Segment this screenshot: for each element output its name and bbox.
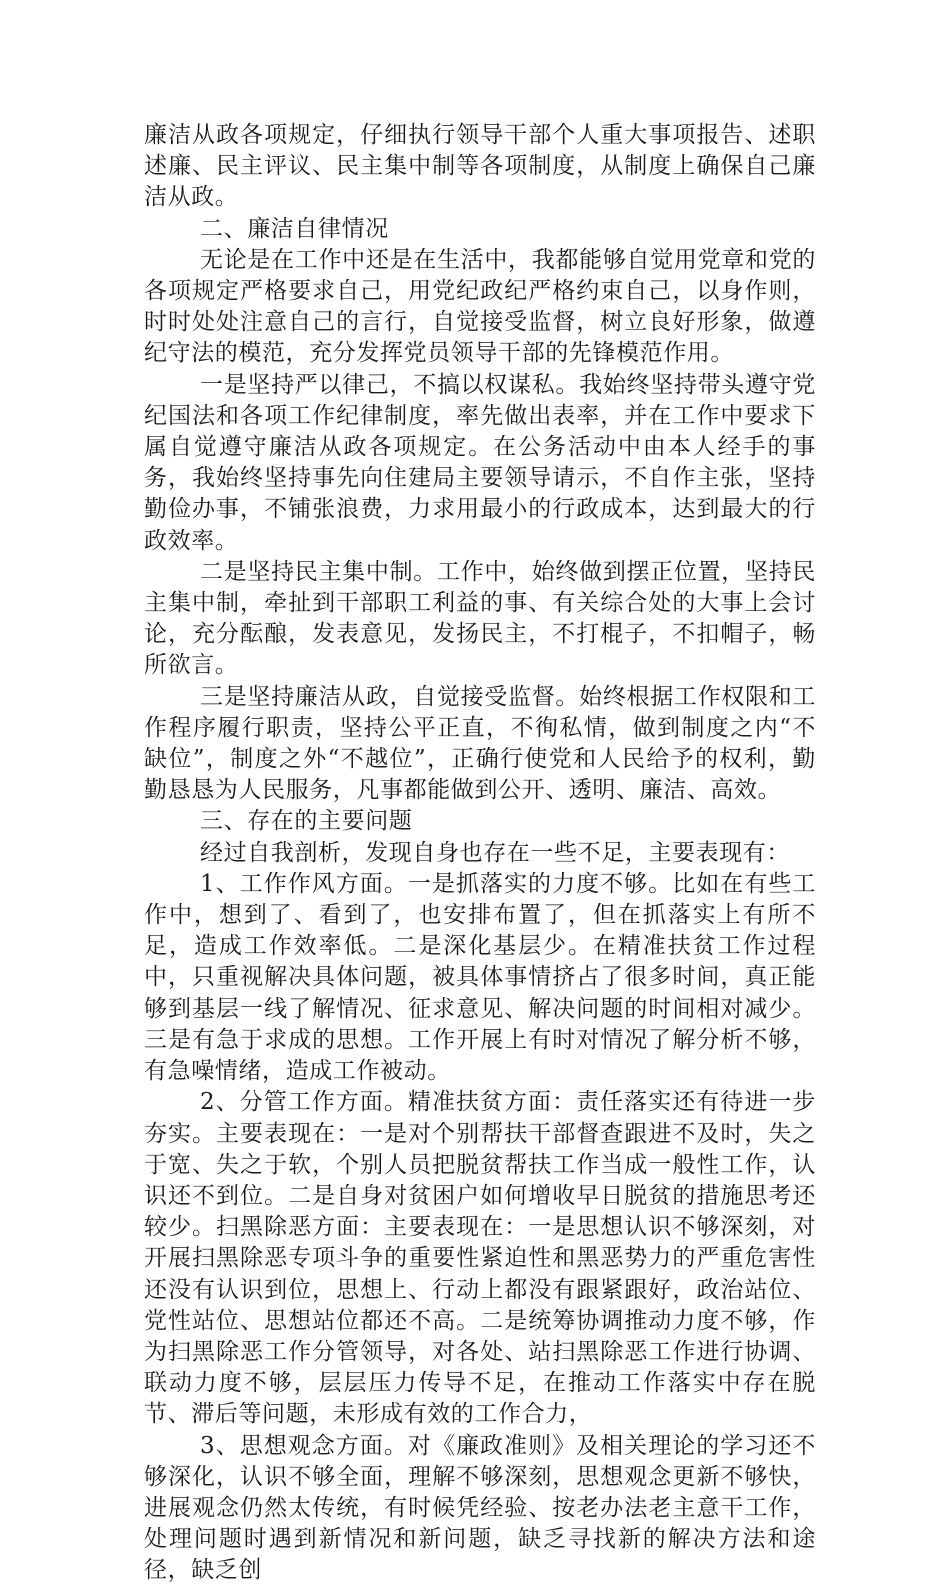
section-heading-main-problems: 三、存在的主要问题 — [200, 808, 413, 835]
paragraph-clean-governance: 三是坚持廉洁从政，自觉接受监督。始终根据工作权限和工作程序履行职责，坚持公平正直，不徇私情，做到制度之内“不缺位”，制度之外“不越位”，正确行使党和人民给予的权利，勤勤恳恳为人民服务，凡事都能做到公开、透明、廉洁、高效。 — [144, 683, 816, 804]
paragraph-strict-self-discipline: 一是坚持严以律己，不搞以权谋私。我始终坚持带头遵守党纪国法和各项工作纪律制度，率先做出表率，并在工作中要求下属自觉遵守廉洁从政各项规定。在公务活动中由本人经手的事务，我始终坚持事先向住建局主要领导请示，不自作主张，坚持勤俭办事，不铺张浪费，力求用最小的行政成本，达到最大的行政效率。 — [144, 371, 816, 554]
paragraph-democratic-centralism: 二是坚持民主集中制。工作中，始终做到摆正位置，坚持民主集中制，牵扯到干部职工利益的事、有关综合处的大事上会讨论，充分酝酿，发表意见，发扬民主，不打棍子，不扣帽子，畅所欲言。 — [144, 558, 816, 679]
paragraph-ideology: 3、思想观念方面。对《廉政准则》及相关理论的学习还不够深化，认识不够全面，理解不够深刻，思想观念更新不够快，进展观念仍然太传统，有时候凭经验、按老办法老主意干工作，处理问题时遇到新情况和新问题，缺乏寻找新的解决方法和途径，缺乏创 — [144, 1432, 816, 1584]
paragraph-managed-work: 2、分管工作方面。精准扶贫方面：责任落实还有待进一步夯实。主要表现在：一是对个别帮扶干部督查跟进不及时，失之于宽、失之于软，个别人员把脱贫帮扶工作当成一般性工作，认识还不到位。二是自身对贫困户如何增收早日脱贫的措施思考还较少。扫黑除恶方面：主要表现在：一是思想认识不够深刻，对开展扫黑除恶专项斗争的重要性紧迫性和黑恶势力的严重危害性还没有认识到位，思想上、行动上都没有跟紧跟好，政治站位、党性站位、思想站位都还不高。二是统筹协调推动力度不够，作为扫黑除恶工作分管领导，对各处、站扫黑除恶工作进行协调、联动力度不够，层层压力传导不足，在推动工作落实中存在脱节、滞后等问题，未形成有效的工作合力， — [144, 1089, 816, 1428]
paragraph-work-style: 1、工作作风方面。一是抓落实的力度不够。比如在有些工作中，想到了、看到了，也安排布置了，但在抓落实上有所不足，造成工作效率低。二是深化基层少。在精准扶贫工作过程中，只重视解决具体问题，被具体事情挤占了很多时间，真正能够到基层一线了解情况、征求意见、解决问题的时间相对减少。三是有急于求成的思想。工作开展上有时对情况了解分析不够，有急噪情绪，造成工作被动。 — [144, 870, 816, 1085]
paragraph-problems-intro: 经过自我剖析，发现自身也存在一些不足，主要表现有： — [200, 839, 790, 866]
paragraph-self-discipline-intro: 无论是在工作中还是在生活中，我都能够自觉用党章和党的各项规定严格要求自己，用党纪政纪严格约束自己，以身作则，时时处处注意自己的言行，自觉接受监督，树立良好形象，做遵纪守法的模范，充分发挥党员领导干部的先锋模范作用。 — [144, 246, 816, 367]
paragraph-integrity-rules: 廉洁从政各项规定，仔细执行领导干部个人重大事项报告、述职述廉、民主评议、民主集中制等各项制度，从制度上确保自己廉洁从政。 — [144, 122, 816, 211]
section-heading-self-discipline: 二、廉洁自律情况 — [200, 215, 389, 242]
document-page — [144, 120, 816, 1587]
